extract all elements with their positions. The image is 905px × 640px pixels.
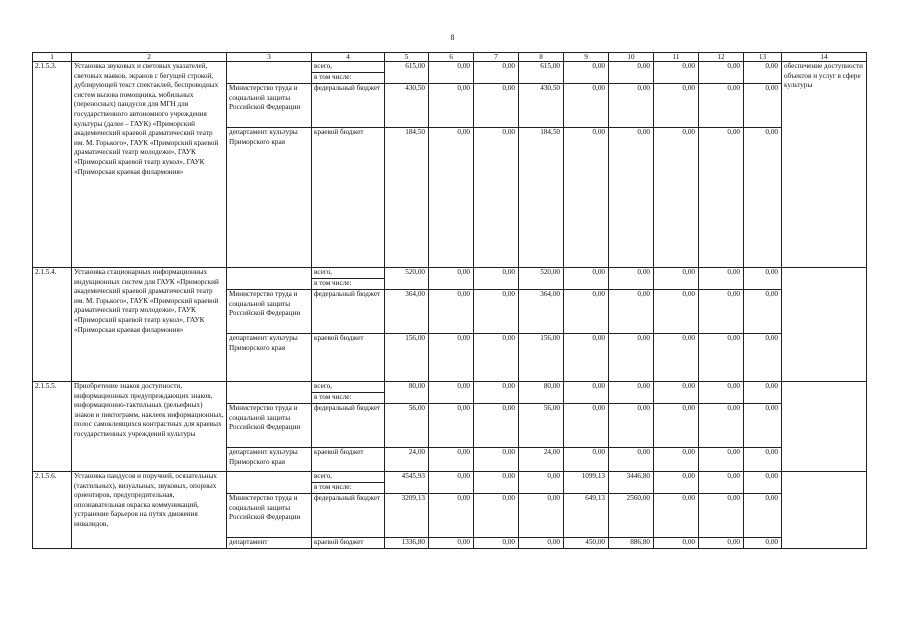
- funding-value: 0,00: [699, 128, 744, 268]
- section-total-row: [33, 268, 867, 279]
- header-cell: 2: [72, 53, 227, 62]
- funding-value: 156,00: [519, 334, 564, 382]
- total-value: 0,00: [744, 382, 782, 404]
- executor: Министерство труда и социальной защиты Российской Федерации: [227, 290, 312, 334]
- total-value: 0,00: [474, 472, 519, 494]
- funding-value: 0,00: [564, 448, 609, 472]
- funding-value: 0,00: [744, 538, 782, 549]
- funding-value: 0,00: [744, 448, 782, 472]
- funding-value: 0,00: [654, 494, 699, 538]
- funding-value: 0,00: [474, 448, 519, 472]
- funding-value: 0,00: [429, 448, 474, 472]
- funding-value: 364,00: [519, 290, 564, 334]
- funding-value: 0,00: [609, 84, 654, 128]
- total-value: 0,00: [564, 268, 609, 290]
- funding-value: 0,00: [699, 494, 744, 538]
- total-value: 0,00: [699, 472, 744, 494]
- total-value: 0,00: [429, 268, 474, 290]
- header-cell: 10: [609, 53, 654, 62]
- header-cell: 4: [312, 53, 385, 62]
- total-value: 0,00: [654, 382, 699, 404]
- executor: департамент: [227, 538, 312, 549]
- header-cell: 8: [519, 53, 564, 62]
- funding-value: 0,00: [429, 404, 474, 448]
- funding-value: 0,00: [564, 404, 609, 448]
- section-description: Установка пандусов и поручней, осязательных (тактильных), визуальных, звуковых, опорных ориентиров, предупредительная, опознавательная окраска коммуникаций, устранение барьеров на путях движения инвалидов,: [72, 472, 227, 549]
- funding-source: краевой бюджет: [312, 128, 385, 268]
- page-number: 8: [450, 33, 455, 42]
- funding-value: 56,00: [385, 404, 429, 448]
- executor: Министерство труда и социальной защиты Российской Федерации: [227, 84, 312, 128]
- funding-value: 0,00: [654, 290, 699, 334]
- funding-source: федеральный бюджет: [312, 404, 385, 448]
- total-value: 0,00: [564, 62, 609, 84]
- total-value: 0,00: [699, 268, 744, 290]
- total-value: 0,00: [699, 62, 744, 84]
- header-cell: 11: [654, 53, 699, 62]
- total-value: 520,00: [385, 268, 429, 290]
- funding-value: 0,00: [699, 538, 744, 549]
- funding-value: 156,00: [385, 334, 429, 382]
- funding-source: федеральный бюджет: [312, 290, 385, 334]
- funding-value: 0,00: [744, 290, 782, 334]
- funding-value: 0,00: [564, 290, 609, 334]
- total-value: 80,00: [519, 382, 564, 404]
- header-cell: 14: [782, 53, 867, 62]
- section-result: [782, 472, 867, 549]
- funding-value: 0,00: [429, 538, 474, 549]
- funding-value: 0,00: [474, 538, 519, 549]
- funding-value: 450,00: [564, 538, 609, 549]
- funding-value: 0,00: [474, 494, 519, 538]
- funding-value: 56,00: [519, 404, 564, 448]
- total-value: 0,00: [744, 62, 782, 84]
- funding-value: 0,00: [654, 128, 699, 268]
- total-value: 0,00: [654, 62, 699, 84]
- funding-value: 0,00: [699, 448, 744, 472]
- section-total-row: [33, 62, 867, 73]
- funding-value: 0,00: [429, 494, 474, 538]
- funding-source: краевой бюджет: [312, 538, 385, 549]
- executor: Министерство труда и социальной защиты Российской Федерации: [227, 404, 312, 448]
- section-code: 2.1.5.3.: [33, 62, 72, 268]
- section-result: [782, 382, 867, 472]
- incl-label: в том числе:: [312, 393, 385, 404]
- program-table: [32, 52, 867, 549]
- section-total-row: [33, 382, 867, 393]
- executor: департамент культуры Приморского края: [227, 128, 312, 268]
- total-value: 0,00: [609, 268, 654, 290]
- funding-value: 0,00: [429, 128, 474, 268]
- total-label: всего,: [312, 472, 385, 483]
- funding-value: 0,00: [609, 290, 654, 334]
- funding-value: 0,00: [654, 334, 699, 382]
- total-label: всего,: [312, 382, 385, 393]
- header-cell: 12: [699, 53, 744, 62]
- total-value: 0,00: [429, 62, 474, 84]
- funding-value: 0,00: [744, 334, 782, 382]
- executor-empty: [227, 62, 312, 84]
- total-value: 615,00: [385, 62, 429, 84]
- funding-value: 0,00: [699, 84, 744, 128]
- funding-value: 0,00: [429, 334, 474, 382]
- funding-value: 0,00: [474, 84, 519, 128]
- total-value: 0,00: [699, 382, 744, 404]
- funding-value: 0,00: [744, 128, 782, 268]
- funding-value: 0,00: [609, 334, 654, 382]
- funding-source: краевой бюджет: [312, 448, 385, 472]
- executor: Министерство труда и социальной защиты Российской Федерации: [227, 494, 312, 538]
- total-value: 0,00: [429, 382, 474, 404]
- funding-value: 0,00: [699, 334, 744, 382]
- funding-value: 0,00: [429, 84, 474, 128]
- funding-value: 430,50: [385, 84, 429, 128]
- funding-value: 0,00: [564, 84, 609, 128]
- funding-value: 184,50: [519, 128, 564, 268]
- funding-value: 0,00: [654, 538, 699, 549]
- total-value: 0,00: [744, 472, 782, 494]
- section-code: 2.1.5.5.: [33, 382, 72, 472]
- funding-value: 1336,80: [385, 538, 429, 549]
- header-cell: 6: [429, 53, 474, 62]
- total-value: 3446,80: [609, 472, 654, 494]
- funding-value: 0,00: [564, 128, 609, 268]
- total-label: всего,: [312, 62, 385, 73]
- funding-value: 364,00: [385, 290, 429, 334]
- section-total-row: [33, 472, 867, 483]
- header-cell: 1: [33, 53, 72, 62]
- funding-value: 0,00: [474, 334, 519, 382]
- total-value: 0,00: [474, 62, 519, 84]
- funding-value: 430,50: [519, 84, 564, 128]
- funding-source: федеральный бюджет: [312, 84, 385, 128]
- header-cell: 5: [385, 53, 429, 62]
- total-value: 1099,13: [564, 472, 609, 494]
- funding-value: 0,00: [564, 334, 609, 382]
- executor: департамент культуры Приморского края: [227, 334, 312, 382]
- funding-value: 0,00: [609, 404, 654, 448]
- funding-value: 24,00: [519, 448, 564, 472]
- executor-empty: [227, 472, 312, 494]
- section-description: Установка звуковых и световых указателей, световых маяков, экранов с бегущей строкой, дублирующей текст спектаклей, беспроводных систем вызова помощника, мобильных (переносных) пандусов для МГН для государственного автономного учреждения культуры (далее – ГАУК) «Приморский академический краевой драматический театр им. М. Горького», ГАУК «Приморский краевой драматический театр молодежи», ГАУК «Приморский краевой театр кукол», ГАУК «Приморская краевая филармония»: [72, 62, 227, 268]
- incl-label: в том числе:: [312, 279, 385, 290]
- incl-label: в том числе:: [312, 483, 385, 494]
- header-cell: 9: [564, 53, 609, 62]
- total-value: 4545,93: [385, 472, 429, 494]
- funding-source: федеральный бюджет: [312, 494, 385, 538]
- total-value: 615,00: [519, 62, 564, 84]
- total-value: 0,00: [654, 268, 699, 290]
- total-value: 0,00: [519, 472, 564, 494]
- executor: департамент культуры Приморского края: [227, 448, 312, 472]
- funding-value: 0,00: [519, 538, 564, 549]
- funding-value: 0,00: [699, 290, 744, 334]
- section-description: Установка стационарных информационных индукционных систем для ГАУК «Приморский академический краевой драматический театр им. М. Горького», ГАУК «Приморский краевой драматический театр молодежи», ГАУК «Приморский краевой театр кукол», ГАУК «Приморская краевая филармония»: [72, 268, 227, 382]
- section-result: обеспечение доступности объектов и услуг в сфере культуры: [782, 62, 867, 268]
- funding-value: 0,00: [744, 404, 782, 448]
- total-value: 0,00: [564, 382, 609, 404]
- funding-value: 649,13: [564, 494, 609, 538]
- executor-empty: [227, 382, 312, 404]
- total-value: 0,00: [474, 382, 519, 404]
- total-value: 520,00: [519, 268, 564, 290]
- funding-value: 24,00: [385, 448, 429, 472]
- header-cell: 3: [227, 53, 312, 62]
- funding-value: 0,00: [744, 494, 782, 538]
- section-result: [782, 268, 867, 382]
- funding-value: 0,00: [474, 128, 519, 268]
- section-code: 2.1.5.4.: [33, 268, 72, 382]
- total-value: 0,00: [474, 268, 519, 290]
- funding-value: 886,80: [609, 538, 654, 549]
- funding-source: краевой бюджет: [312, 334, 385, 382]
- funding-value: 0,00: [429, 290, 474, 334]
- funding-value: 2560,00: [609, 494, 654, 538]
- header-cell: 13: [744, 53, 782, 62]
- funding-value: 0,00: [474, 290, 519, 334]
- incl-label: в том числе:: [312, 73, 385, 84]
- total-label: всего,: [312, 268, 385, 279]
- section-description: Приобретение знаков доступности, информационных предупреждающих знаков, информационно-тактильных (рельефных) знаков и пиктограмм, наклеек информационных, полос самоклеящихся контрастных для краевых государственных учреждений культуры: [72, 382, 227, 472]
- header-row: [33, 53, 867, 62]
- executor-empty: [227, 268, 312, 290]
- total-value: 80,00: [385, 382, 429, 404]
- section-code: 2.1.5.6.: [33, 472, 72, 549]
- total-value: 0,00: [654, 472, 699, 494]
- funding-value: 0,00: [609, 128, 654, 268]
- funding-value: 0,00: [654, 84, 699, 128]
- total-value: 0,00: [609, 382, 654, 404]
- funding-value: 0,00: [744, 84, 782, 128]
- funding-value: 3209,13: [385, 494, 429, 538]
- total-value: 0,00: [609, 62, 654, 84]
- funding-value: 0,00: [699, 404, 744, 448]
- funding-value: 0,00: [654, 404, 699, 448]
- funding-value: 0,00: [654, 448, 699, 472]
- funding-value: 0,00: [519, 494, 564, 538]
- funding-value: 0,00: [609, 448, 654, 472]
- funding-value: 0,00: [474, 404, 519, 448]
- header-cell: 7: [474, 53, 519, 62]
- total-value: 0,00: [744, 268, 782, 290]
- funding-value: 184,50: [385, 128, 429, 268]
- total-value: 0,00: [429, 472, 474, 494]
